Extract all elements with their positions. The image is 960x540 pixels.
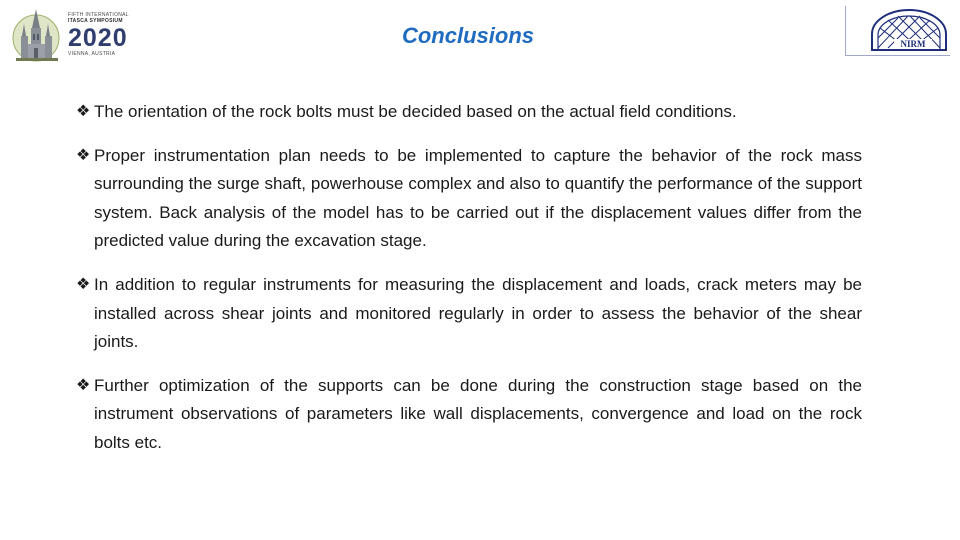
diamond-bullet-icon: ❖ [76,146,91,164]
bullet-item [76,142,862,256]
logo-location: VIENNA, AUSTRIA [68,51,116,57]
diamond-bullet-icon: ❖ [76,275,91,293]
bullet-item [76,372,862,458]
diamond-bullet-icon: ❖ [76,103,91,120]
bullet-text: Further optimization of the supports can be done during the construction stage based on the instrument observations of parameters like wall displacements, convergence and load on the rock bolts etc. [94,375,862,452]
bullet-item [76,98,862,127]
bullet-text: Proper instrumentation plan needs to be implemented to capture the behavior of the rock mass surrounding the surge shaft, powerhouse complex and also to quantify the performance of the support system. Back analysis of the model has to be carried out if the displacement values differ from the predicted value during the excavation stage. [94,145,862,251]
nirm-logo [845,6,950,56]
logo-line-1: FIFTH INTERNATIONAL [68,12,129,18]
bullet-item [76,271,862,357]
logo-year: 2020 [68,24,128,52]
logo-line-2: ITASCA SYMPOSIUM [68,18,123,24]
bullet-text: In addition to regular instruments for measuring the displacement and loads, crack meters may be installed across shear joints and monitored regularly in order to assess the behavior of the shear joints. [94,274,862,352]
diamond-bullet-icon: ❖ [76,376,91,394]
nirm-logo-text: NIRM [894,39,932,49]
slide-title: Conclusions [401,23,534,48]
bullet-list [76,98,862,473]
bullet-text: The orientation of the rock bolts must be decided based on the actual field conditions. [94,102,737,121]
